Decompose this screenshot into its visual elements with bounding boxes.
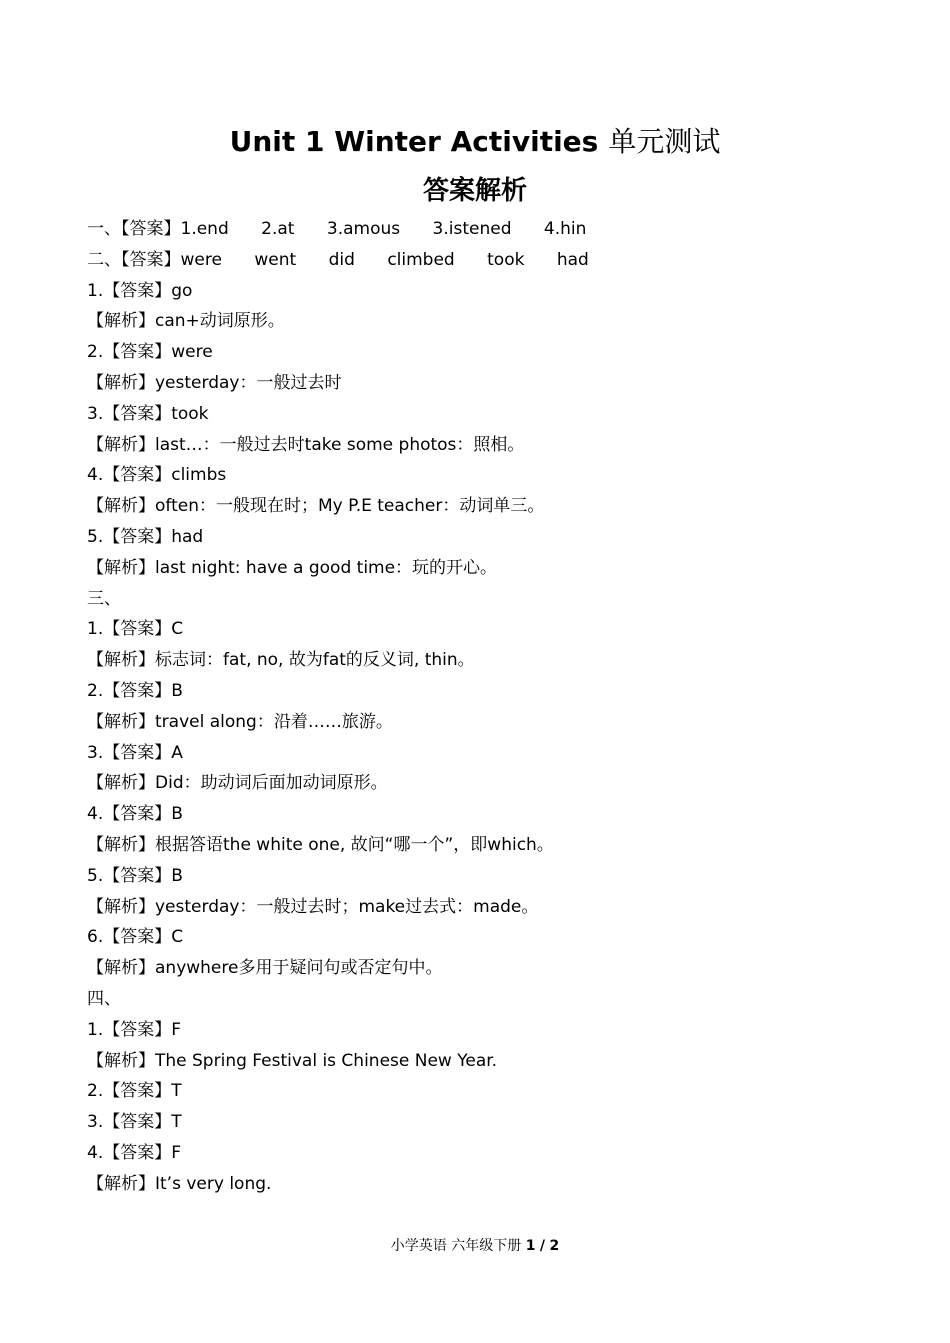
answer-line: 【解析】It’s very long.: [87, 1173, 272, 1194]
answer-line: 2.【答案】were: [87, 342, 213, 363]
answer-line: 【解析】can+动词原形。: [87, 311, 285, 332]
answer-line: 二、【答案】were went did climbed took had: [87, 249, 589, 270]
answer-line: 【解析】Did：助动词后面加动词原形。: [87, 773, 388, 794]
document-title: [0, 120, 950, 160]
title-chinese: 单元测试: [608, 125, 721, 158]
page-footer: [0, 1235, 950, 1255]
answer-line: 【解析】often：一般现在时；My P.E teacher：动词单三。: [87, 496, 545, 517]
answer-line: 【解析】根据答语the white one, 故问“哪一个”，即which。: [87, 834, 554, 855]
answer-line: 1.【答案】C: [87, 619, 184, 640]
answer-line: 2.【答案】T: [87, 1081, 182, 1102]
section-heading: 四、: [87, 988, 121, 1009]
answer-line: 【解析】last…：一般过去时take some photos：照相。: [87, 434, 525, 455]
answer-line: 5.【答案】had: [87, 526, 204, 547]
answer-line: 2.【答案】B: [87, 680, 183, 701]
answer-line: 3.【答案】A: [87, 742, 183, 763]
section-heading: 三、: [87, 588, 121, 609]
answer-line: 【解析】yesterday：一般过去时；make过去式：made。: [87, 896, 539, 917]
answer-line: 3.【答案】T: [87, 1112, 182, 1133]
answer-line: 【解析】last night: have a good time：玩的开心。: [87, 557, 498, 578]
answer-line: 【解析】The Spring Festival is Chinese New Year.: [87, 1050, 498, 1071]
answer-line: 4.【答案】F: [87, 1142, 181, 1163]
answer-line: 3.【答案】took: [87, 403, 209, 424]
answer-line: 5.【答案】B: [87, 865, 183, 886]
page-number: 1: [525, 1238, 536, 1254]
answer-line: 【解析】yesterday：一般过去时: [87, 372, 342, 393]
answer-line: 4.【答案】B: [87, 804, 183, 825]
answer-line: 【解析】anywhere多用于疑问句或否定句中。: [87, 958, 443, 979]
answer-line: 1.【答案】F: [87, 1019, 181, 1040]
answer-line: 4.【答案】climbs: [87, 465, 227, 486]
answer-line: 【解析】travel along：沿着……旅游。: [87, 711, 393, 732]
page-separator: /: [539, 1238, 546, 1254]
title-english: Unit 1 Winter Activities: [229, 125, 599, 158]
document-subtitle: 答案解析: [422, 176, 527, 206]
answer-line: 6.【答案】C: [87, 927, 184, 948]
answer-line: 1.【答案】go: [87, 280, 193, 301]
answer-list: [87, 214, 589, 1200]
answer-line: 【解析】标志词：fat, no, 故为fat的反义词, thin。: [87, 650, 475, 671]
page-total: 2: [549, 1238, 560, 1254]
answer-line: 一、【答案】1.end 2.at 3.amous 3.istened 4.hin: [87, 219, 587, 239]
footer-text: 小学英语 六年级下册: [390, 1238, 522, 1254]
